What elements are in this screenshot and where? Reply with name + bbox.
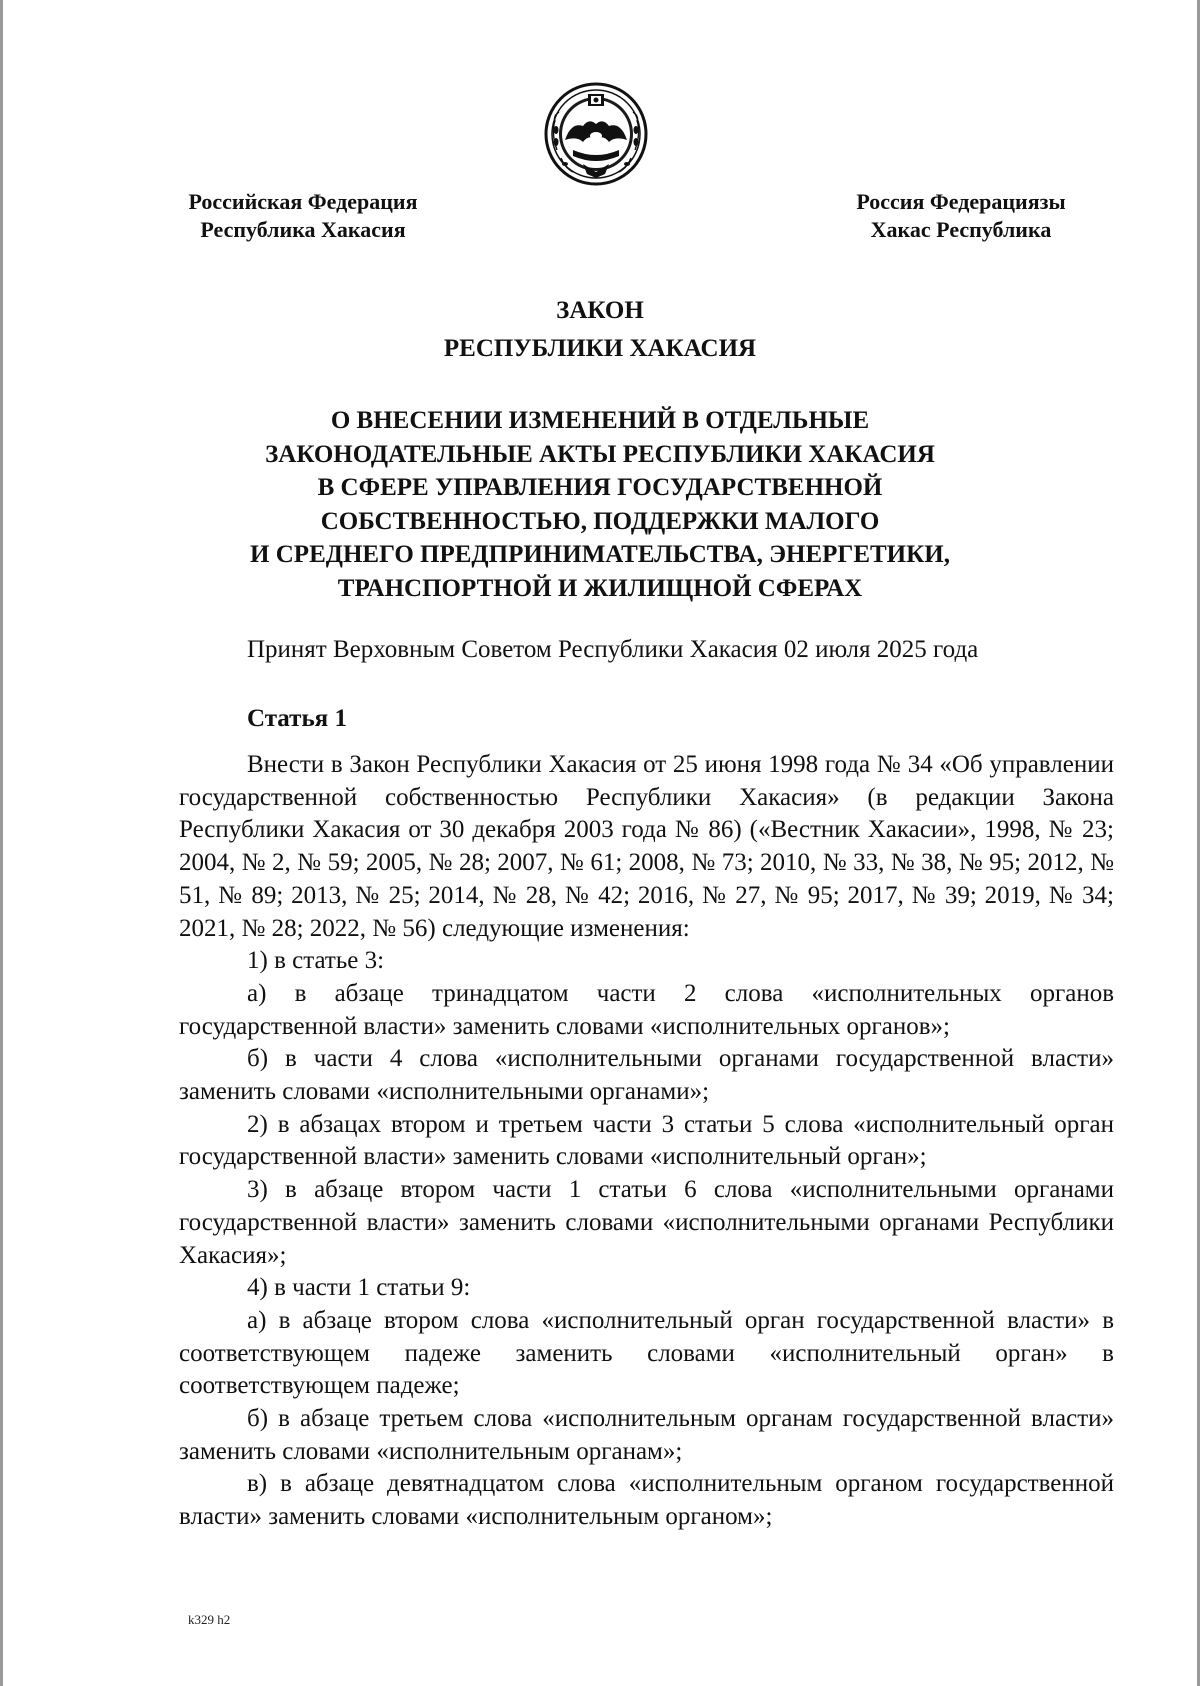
law-subject-line: В СФЕРЕ УПРАВЛЕНИЯ ГОСУДАРСТВЕННОЙ (317, 474, 883, 501)
article-paragraph: б) в абзаце третьем слова «исполнительным органам государственной власти» заменить словами «исполнительным органам»; (179, 1405, 1114, 1465)
law-title (0, 292, 1200, 368)
article-paragraph: в) в абзаце девятнадцатом слова «исполнительным органом государственной власти» заменить словами «исполнительным органом»; (179, 1470, 1114, 1531)
article-paragraph: б) в части 4 слова «исполнительными органами государственной власти» заменить словами «исполнительными органами»; (179, 1045, 1114, 1106)
header-right-block (830, 188, 1092, 244)
article-paragraph: а) в абзаце втором слова «исполнительный орган государственной власти» в соответствующем падеже заменить словами «исполнительный орган» в соответствующем падеже; (179, 1306, 1114, 1400)
header-left-block (158, 188, 448, 244)
article-paragraph: 3) в абзаце втором части 1 статьи 6 слова «исполнительными органами государственной власти» заменить словами «исполнительными органами Республики Хакасия»; (179, 1176, 1114, 1269)
footer-document-code: k329 h2 (188, 1612, 231, 1627)
law-subject-line: И СРЕДНЕГО ПРЕДПРИНИМАТЕЛЬСТВА, ЭНЕРГЕТИКИ, (250, 541, 950, 568)
law-subject (0, 404, 1200, 605)
coat-of-arms-emblem-icon (543, 80, 649, 188)
law-title-line1: ЗАКОН (556, 297, 644, 324)
law-subject-line: О ВНЕСЕНИИ ИЗМЕНЕНИЙ В ОТДЕЛЬНЫЕ (330, 407, 870, 434)
law-subject-line: СОБСТВЕННОСТЬЮ, ПОДДЕРЖКИ МАЛОГО (320, 507, 880, 535)
header-right-line1: Россия Федерациязы (856, 189, 1066, 214)
article-paragraph: а) в абзаце тринадцатом части 2 слова «исполнительных органов государственной власти» заменить словами «исполнительных органов»; (179, 979, 1114, 1040)
article-paragraph: 1) в статье 3: (247, 947, 385, 975)
law-subject-line: ЗАКОНОДАТЕЛЬНЫЕ АКТЫ РЕСПУБЛИКИ ХАКАСИЯ (265, 440, 935, 468)
law-title-line2: РЕСПУБЛИКИ ХАКАСИЯ (443, 335, 757, 362)
header-right-line2: Хакас Республика (870, 217, 1052, 242)
adoption-statement: Принят Верховным Советом Республики Хакасия 02 июля 2025 года (247, 636, 979, 663)
article-paragraph: Внести в Закон Республики Хакасия от 25 июня 1998 года № 34 «Об управлении государственной собственностью Республики Хакасия» (в редакции Закона Республики Хакасия от 30 декабря 2003 года № 86) («Вестник Хакасии», 1998, № 23; 2004, № 2, № 59; 2005, № 28; 2007, № 61; 2008, № 73; 2010, № 33, № 38, № 95; 2012, № 51, № 89; 2013, № 25; 2014, № 28, № 42; 2016, № 27, № 95; 2017, № 39; 2019, № 34; 2021, № 28; 2022, № 56) следующие изменения: (179, 751, 1114, 942)
article-paragraph: 2) в абзацах втором и третьем части 3 статьи 5 слова «исполнительный орган государственной власти» заменить словами «исполнительный орган»; (179, 1110, 1114, 1171)
scan-edge-left (0, 0, 3, 1686)
header-left-line1: Российская Федерация (188, 189, 418, 214)
article-paragraph: 4) в части 1 статьи 9: (247, 1274, 471, 1302)
header-left-line2: Республика Хакасия (200, 217, 406, 242)
article-body (179, 749, 1114, 1534)
article-heading: Статья 1 (247, 705, 347, 732)
law-subject-line: ТРАНСПОРТНОЙ И ЖИЛИЩНОЙ СФЕРАХ (337, 574, 863, 602)
